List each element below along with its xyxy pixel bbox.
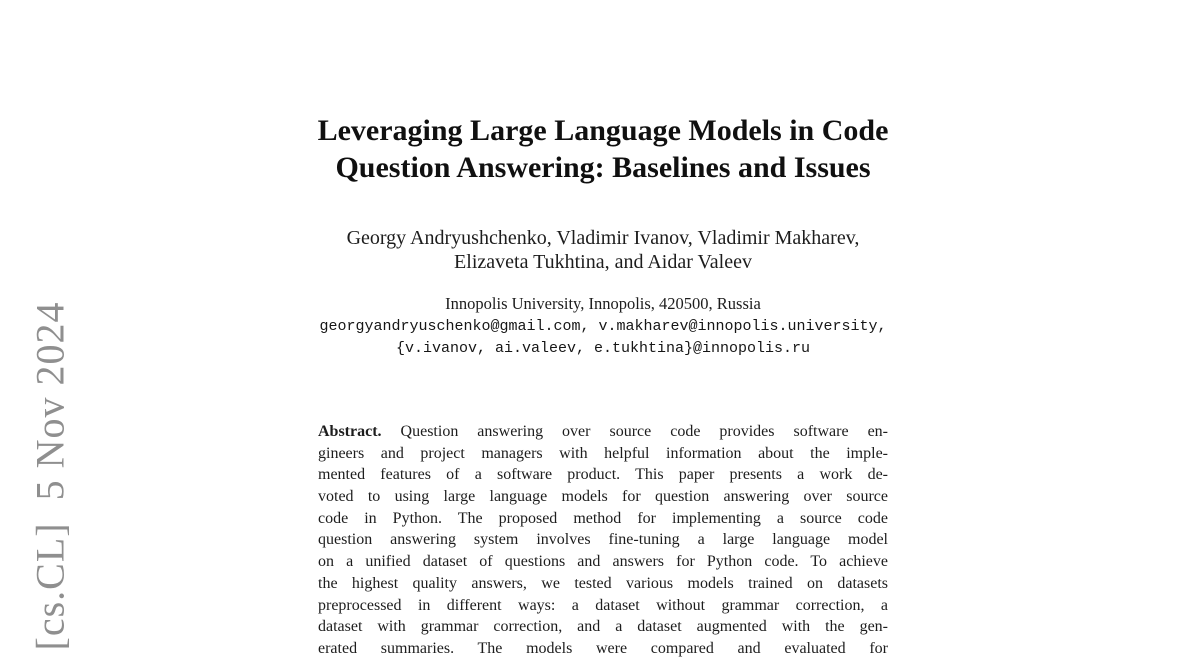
- abstract: [318, 421, 888, 660]
- arxiv-category-stamp: [cs.CL] 5 Nov 2024: [27, 301, 73, 651]
- abstract-line-7: on a unified dataset of questions and answers for Python code. To achieve: [318, 553, 888, 571]
- email-line-1: georgyandryuschenko@gmail.com, v.makharev@innopolis.university,: [319, 318, 887, 335]
- abstract-line-10: dataset with grammar correction, and a dataset augmented with the gen-: [318, 618, 888, 636]
- abstract-label: Abstract.: [318, 423, 382, 440]
- authors-line-2: Elizaveta Tukhtina, and Aidar Valeev: [454, 251, 752, 273]
- abstract-line-6: question answering system involves fine-tuning a large language model: [318, 531, 888, 549]
- title-line-1: Leveraging Large Language Models in Code: [317, 114, 889, 147]
- abstract-line-3: mented features of a software product. This paper presents a work de-: [318, 466, 888, 484]
- title-line-2: Question Answering: Baselines and Issues: [335, 151, 871, 184]
- affiliation: Innopolis University, Innopolis, 420500, Russia: [445, 294, 761, 313]
- email-line-2: {v.ivanov, ai.valeev, e.tukhtina}@innopolis.ru: [395, 339, 811, 357]
- abstract-line-9: preprocessed in different ways: a dataset without grammar correction, a: [318, 596, 888, 614]
- abstract-line-1-text: Question answering over source code provides software en-: [400, 423, 889, 440]
- abstract-line-5: code in Python. The proposed method for implementing a source code: [318, 509, 888, 527]
- authors-line-1: Georgy Andryushchenko, Vladimir Ivanov, Vladimir Makharev,: [346, 227, 860, 249]
- abstract-line-2: gineers and project managers with helpful information about the imple-: [318, 444, 888, 462]
- abstract-line-4: voted to using large language models for question answering over source: [318, 488, 888, 506]
- abstract-line-1: [318, 421, 888, 443]
- author-list: [303, 226, 903, 274]
- author-emails: [303, 316, 903, 359]
- paper-first-page: [303, 0, 903, 657]
- paper-title: [303, 112, 903, 186]
- abstract-line-8: the highest quality answers, we tested various models trained on datasets: [318, 574, 888, 592]
- abstract-line-11-clipped: erated summaries. The models were compared and evaluated for: [318, 639, 888, 657]
